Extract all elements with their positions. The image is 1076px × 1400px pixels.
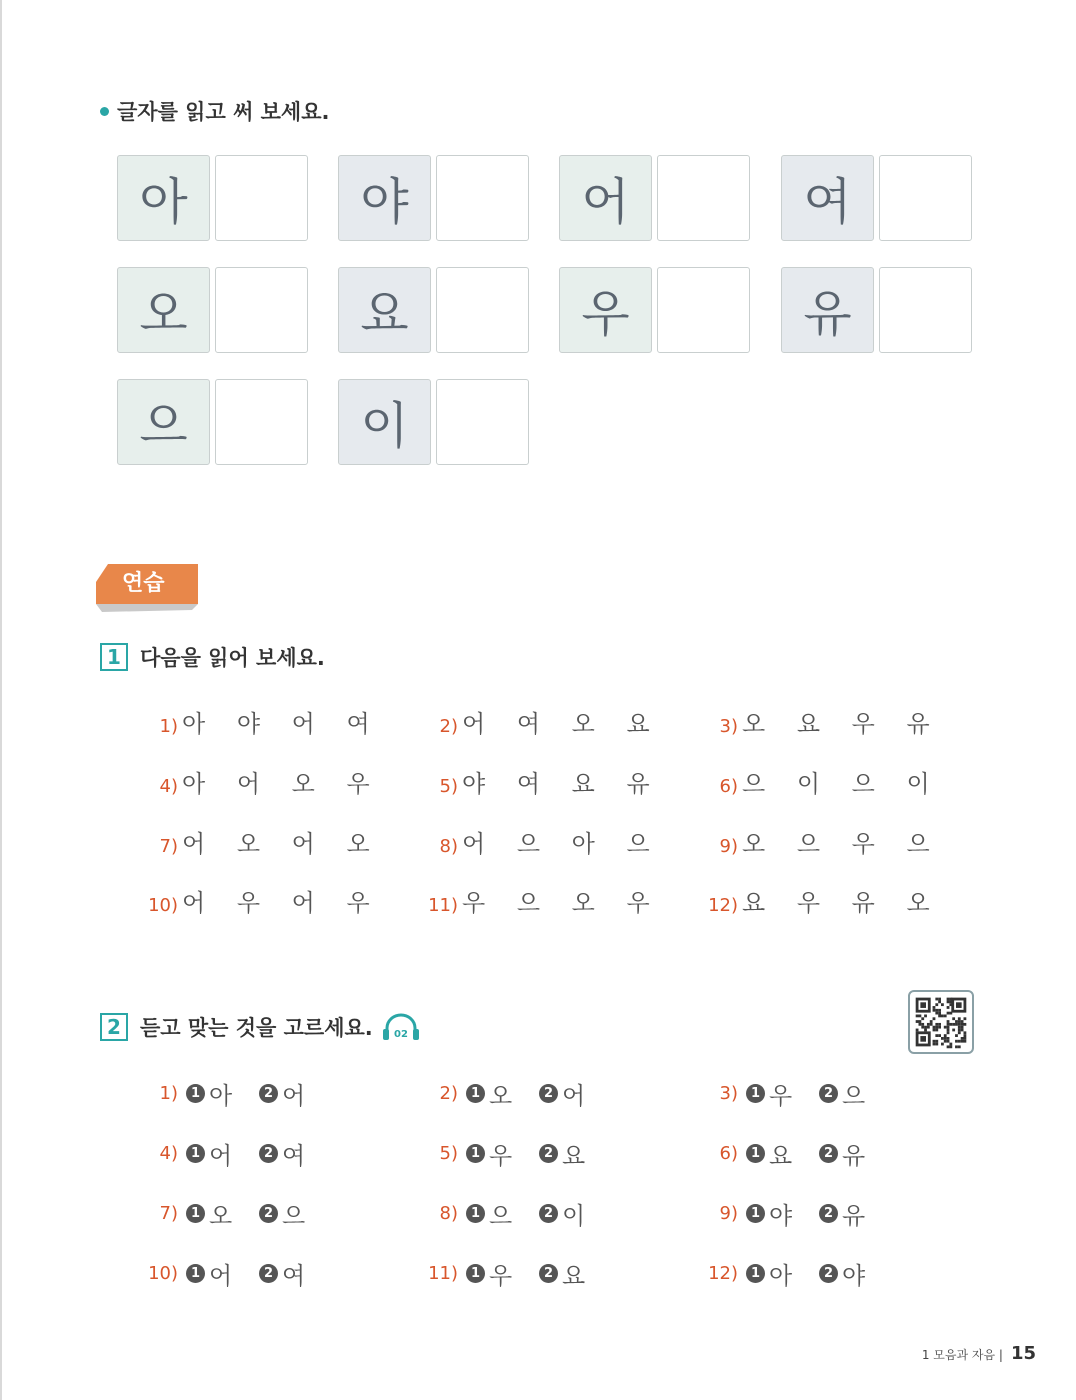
item-number: 6) — [719, 776, 738, 797]
letter-pair — [781, 267, 972, 353]
model-letter: 오 — [117, 267, 210, 353]
item-number: 1) — [159, 1083, 178, 1104]
page-edge — [0, 0, 2, 1400]
reading-item — [140, 704, 382, 739]
option-marker-2[interactable]: 2 — [259, 1084, 278, 1103]
chapter-label: 1 모음과 자음 | — [921, 1348, 1003, 1362]
track-number: 02 — [393, 1029, 408, 1040]
item-number: 5) — [439, 1143, 458, 1164]
page-number: 15 — [1010, 1343, 1036, 1364]
letter-pair — [338, 155, 529, 241]
question-2-number: 2 — [100, 1013, 128, 1041]
choice-item — [420, 1196, 608, 1231]
item-number: 5) — [439, 776, 458, 797]
item-letters: 아 어 오 우 — [182, 770, 382, 798]
writing-box[interactable] — [215, 267, 308, 353]
option-a[interactable]: 아 — [769, 1262, 793, 1290]
item-number: 10) — [148, 1263, 178, 1284]
question-2-heading — [100, 1012, 421, 1042]
qr-code[interactable] — [908, 990, 974, 1054]
question-1-title: 다음을 읽어 보세요. — [140, 646, 325, 670]
item-number: 8) — [439, 1203, 458, 1224]
option-b[interactable]: 유 — [842, 1142, 866, 1170]
model-letter: 우 — [559, 267, 652, 353]
choice-item — [140, 1196, 328, 1231]
item-number: 11) — [428, 895, 458, 916]
instruction-heading — [100, 96, 329, 126]
item-number: 4) — [159, 1143, 178, 1164]
item-number: 2) — [439, 716, 458, 737]
reading-item — [420, 704, 662, 739]
option-marker-1[interactable]: 1 — [466, 1084, 485, 1103]
option-b[interactable]: 요 — [562, 1262, 586, 1290]
option-marker-1[interactable]: 1 — [186, 1084, 205, 1103]
option-marker-1[interactable]: 1 — [186, 1204, 205, 1223]
option-marker-1[interactable]: 1 — [746, 1084, 765, 1103]
letter-pair — [338, 267, 529, 353]
reading-item — [140, 764, 382, 799]
option-marker-1[interactable]: 1 — [746, 1264, 765, 1283]
item-letters: 어 우 어 우 — [182, 889, 382, 917]
option-b[interactable]: 으 — [842, 1082, 866, 1110]
writing-box[interactable] — [879, 155, 972, 241]
reading-item — [420, 824, 662, 859]
writing-box[interactable] — [215, 155, 308, 241]
option-b[interactable]: 으 — [282, 1202, 306, 1230]
reading-item — [420, 883, 662, 918]
item-letters: 야 여 요 유 — [462, 770, 662, 798]
choice-item — [140, 1076, 328, 1111]
option-marker-2[interactable]: 2 — [539, 1264, 558, 1283]
item-letters: 오 으 우 으 — [742, 830, 942, 858]
bullet-icon — [100, 107, 109, 116]
item-number: 3) — [719, 1083, 738, 1104]
practice-label: 연습 — [122, 571, 165, 596]
model-letter: 여 — [781, 155, 874, 241]
item-letters: 으 이 으 이 — [742, 770, 942, 798]
option-b[interactable]: 이 — [562, 1202, 586, 1230]
option-marker-2[interactable]: 2 — [819, 1204, 838, 1223]
option-marker-2[interactable]: 2 — [819, 1084, 838, 1103]
item-number: 11) — [428, 1263, 458, 1284]
choice-item — [700, 1256, 888, 1291]
letter-pair — [781, 155, 972, 241]
item-letters: 오 요 우 유 — [742, 710, 942, 738]
writing-box[interactable] — [436, 267, 529, 353]
option-a[interactable]: 야 — [769, 1202, 793, 1230]
option-b[interactable]: 어 — [282, 1082, 306, 1110]
choice-item — [700, 1196, 888, 1231]
writing-box[interactable] — [879, 267, 972, 353]
option-a[interactable]: 오 — [489, 1082, 513, 1110]
option-marker-1[interactable]: 1 — [746, 1204, 765, 1223]
choice-item — [420, 1136, 608, 1171]
choice-item — [420, 1076, 608, 1111]
option-b[interactable]: 야 — [842, 1262, 866, 1290]
question-1-number: 1 — [100, 643, 128, 671]
option-marker-1[interactable]: 1 — [186, 1264, 205, 1283]
option-marker-1[interactable]: 1 — [466, 1264, 485, 1283]
writing-box[interactable] — [436, 379, 529, 465]
model-letter: 야 — [338, 155, 431, 241]
choice-item — [140, 1136, 328, 1171]
question-1-heading — [100, 642, 325, 672]
option-a[interactable]: 아 — [209, 1082, 233, 1110]
option-b[interactable]: 요 — [562, 1142, 586, 1170]
writing-box[interactable] — [215, 379, 308, 465]
item-number: 9) — [719, 836, 738, 857]
letter-pair — [117, 379, 308, 465]
option-b[interactable]: 여 — [282, 1262, 306, 1290]
page-footer — [922, 1343, 1036, 1364]
option-marker-2[interactable]: 2 — [539, 1084, 558, 1103]
option-a[interactable]: 요 — [769, 1142, 793, 1170]
option-a[interactable]: 우 — [489, 1262, 513, 1290]
option-marker-2[interactable]: 2 — [819, 1144, 838, 1163]
writing-box[interactable] — [657, 155, 750, 241]
item-letters: 아 야 어 여 — [182, 710, 382, 738]
item-letters: 어 오 어 오 — [182, 830, 382, 858]
item-letters: 요 우 유 오 — [742, 889, 942, 917]
item-number: 12) — [708, 1263, 738, 1284]
option-marker-2[interactable]: 2 — [259, 1144, 278, 1163]
option-marker-1[interactable]: 1 — [466, 1204, 485, 1223]
item-number: 7) — [159, 1203, 178, 1224]
option-marker-1[interactable]: 1 — [746, 1144, 765, 1163]
item-number: 6) — [719, 1143, 738, 1164]
choice-item — [140, 1256, 328, 1291]
item-number: 3) — [719, 716, 738, 737]
writing-box[interactable] — [657, 267, 750, 353]
item-number: 7) — [159, 836, 178, 857]
headphones-icon[interactable] — [381, 1012, 421, 1042]
option-a[interactable]: 어 — [209, 1262, 233, 1290]
model-letter: 이 — [338, 379, 431, 465]
choice-item — [700, 1076, 888, 1111]
choice-item — [420, 1256, 608, 1291]
letter-pair — [338, 379, 529, 465]
item-number: 10) — [148, 895, 178, 916]
item-number: 2) — [439, 1083, 458, 1104]
item-letters: 어 으 아 으 — [462, 830, 662, 858]
option-a[interactable]: 우 — [489, 1142, 513, 1170]
reading-item — [140, 883, 382, 918]
letter-pair — [559, 155, 750, 241]
question-2-title: 듣고 맞는 것을 고르세요. — [140, 1016, 373, 1040]
model-letter: 요 — [338, 267, 431, 353]
item-letters: 어 여 오 요 — [462, 710, 662, 738]
reading-item — [700, 824, 942, 859]
model-letter: 아 — [117, 155, 210, 241]
item-number: 8) — [439, 836, 458, 857]
letter-pair — [117, 267, 308, 353]
choice-item — [700, 1136, 888, 1171]
option-b[interactable]: 유 — [842, 1202, 866, 1230]
item-number: 9) — [719, 1203, 738, 1224]
option-marker-2[interactable]: 2 — [539, 1144, 558, 1163]
letter-pair — [117, 155, 308, 241]
instruction-text: 글자를 읽고 써 보세요. — [117, 100, 330, 124]
model-letter: 어 — [559, 155, 652, 241]
option-a[interactable]: 오 — [209, 1202, 233, 1230]
option-marker-2[interactable]: 2 — [259, 1264, 278, 1283]
option-a[interactable]: 우 — [769, 1082, 793, 1110]
reading-item — [700, 704, 942, 739]
reading-item — [700, 883, 942, 918]
option-b[interactable]: 여 — [282, 1142, 306, 1170]
reading-item — [420, 764, 662, 799]
option-b[interactable]: 어 — [562, 1082, 586, 1110]
writing-box[interactable] — [436, 155, 529, 241]
item-letters: 우 으 오 우 — [462, 889, 662, 917]
model-letter: 으 — [117, 379, 210, 465]
option-marker-1[interactable]: 1 — [466, 1144, 485, 1163]
option-marker-1[interactable]: 1 — [186, 1144, 205, 1163]
item-number: 4) — [159, 776, 178, 797]
model-letter: 유 — [781, 267, 874, 353]
option-marker-2[interactable]: 2 — [259, 1204, 278, 1223]
option-a[interactable]: 어 — [209, 1142, 233, 1170]
option-a[interactable]: 으 — [489, 1202, 513, 1230]
option-marker-2[interactable]: 2 — [539, 1204, 558, 1223]
item-number: 1) — [159, 716, 178, 737]
reading-item — [700, 764, 942, 799]
letter-pair — [559, 267, 750, 353]
option-marker-2[interactable]: 2 — [819, 1264, 838, 1283]
reading-item — [140, 824, 382, 859]
item-number: 12) — [708, 895, 738, 916]
